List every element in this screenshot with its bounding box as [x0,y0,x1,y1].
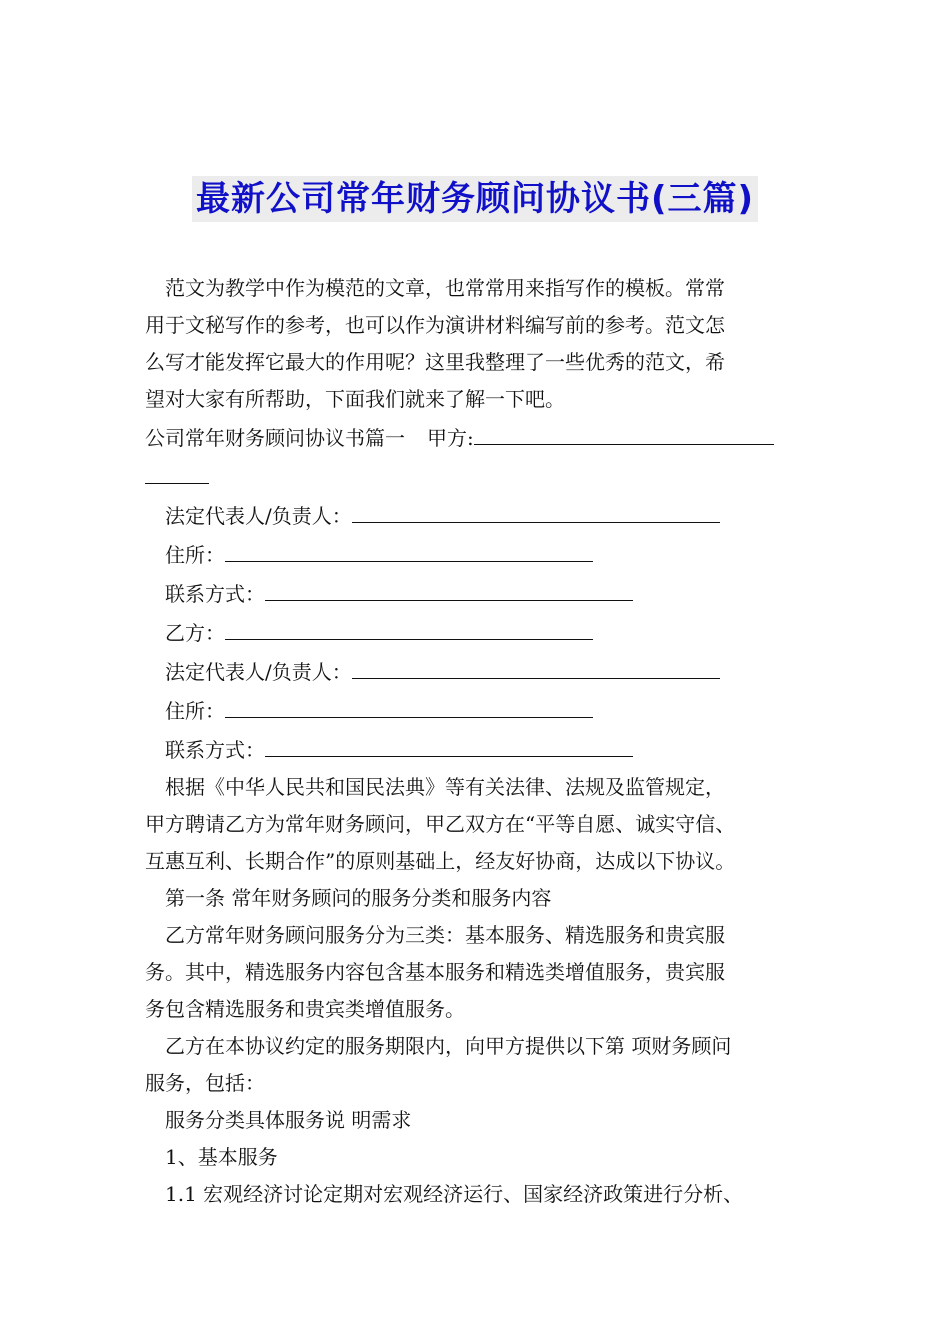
field-label: 法定代表人/负责人： [165,660,352,684]
service-period-line: 服务，包括： [145,1071,265,1095]
service-period-line: 乙方在本协议约定的服务期限内，向甲方提供以下第 项财务顾问 [165,1034,732,1058]
service-types-line: 乙方常年财务顾问服务分为三类：基本服务、精选服务和贵宾服 [165,923,725,947]
field-a-address [145,535,810,574]
basis-line: 甲方聘请乙方为常年财务顾问，甲乙双方在“平等自愿、诚实守信、 [145,812,736,836]
field-label: 住所： [165,699,225,723]
intro-line: 范文为教学中作为模范的文章，也常常用来指写作的模板。常常 [165,276,725,300]
intro-line: 用于文秘写作的参考，也可以作为演讲材料编写前的参考。范文怎 [145,313,725,337]
party-a-blank-tail [145,457,209,484]
field-label: 乙方： [165,621,225,645]
field-b-address [145,691,810,730]
field-label: 联系方式： [165,582,265,606]
section-heading-line [145,418,810,457]
service-types-line: 务包含精选服务和贵宾类增值服务。 [145,997,465,1021]
field-blank [225,613,593,640]
service-types-line: 务。其中，精选服务内容包含基本服务和精选类增值服务，贵宾服 [145,960,725,984]
field-blank [352,652,720,679]
field-blank [265,730,633,757]
item-1-1: 1.1 宏观经济讨论定期对宏观经济运行、国家经济政策进行分析、 [165,1182,744,1206]
field-label: 联系方式： [165,738,265,762]
basic-service-heading: 1、基本服务 [165,1145,278,1169]
field-a-rep [145,496,810,535]
basis-line: 根据《中华人民共和国民法典》等有关法律、法规及监管规定， [165,775,725,799]
document-title: 最新公司常年财务顾问协议书(三篇) [192,176,758,222]
party-a-label: 甲方: [427,426,474,450]
field-a-contact [145,574,810,613]
title-container [0,176,950,222]
field-blank [352,496,720,523]
article-1-title: 第一条 常年财务顾问的服务分类和服务内容 [165,886,552,910]
field-label: 法定代表人/负责人： [165,504,352,528]
intro-line: 望对大家有所帮助，下面我们就来了解一下吧。 [145,387,565,411]
intro-line: 么写才能发挥它最大的作用呢？这里我整理了一些优秀的范文，希 [145,350,725,374]
field-party-b [145,613,810,652]
field-blank [265,574,633,601]
basis-line: 互惠互利、长期合作”的原则基础上，经友好协商，达成以下协议。 [145,849,736,873]
party-a-blank [474,418,774,445]
field-label: 住所： [165,543,225,567]
field-blank [225,691,593,718]
party-a-blank-continuation [145,457,810,496]
document-body [145,270,810,1213]
table-header: 服务分类具体服务说 明需求 [165,1108,412,1132]
field-b-rep [145,652,810,691]
section-heading: 公司常年财务顾问协议书篇一 [145,426,405,450]
field-blank [225,535,593,562]
field-b-contact [145,730,810,769]
